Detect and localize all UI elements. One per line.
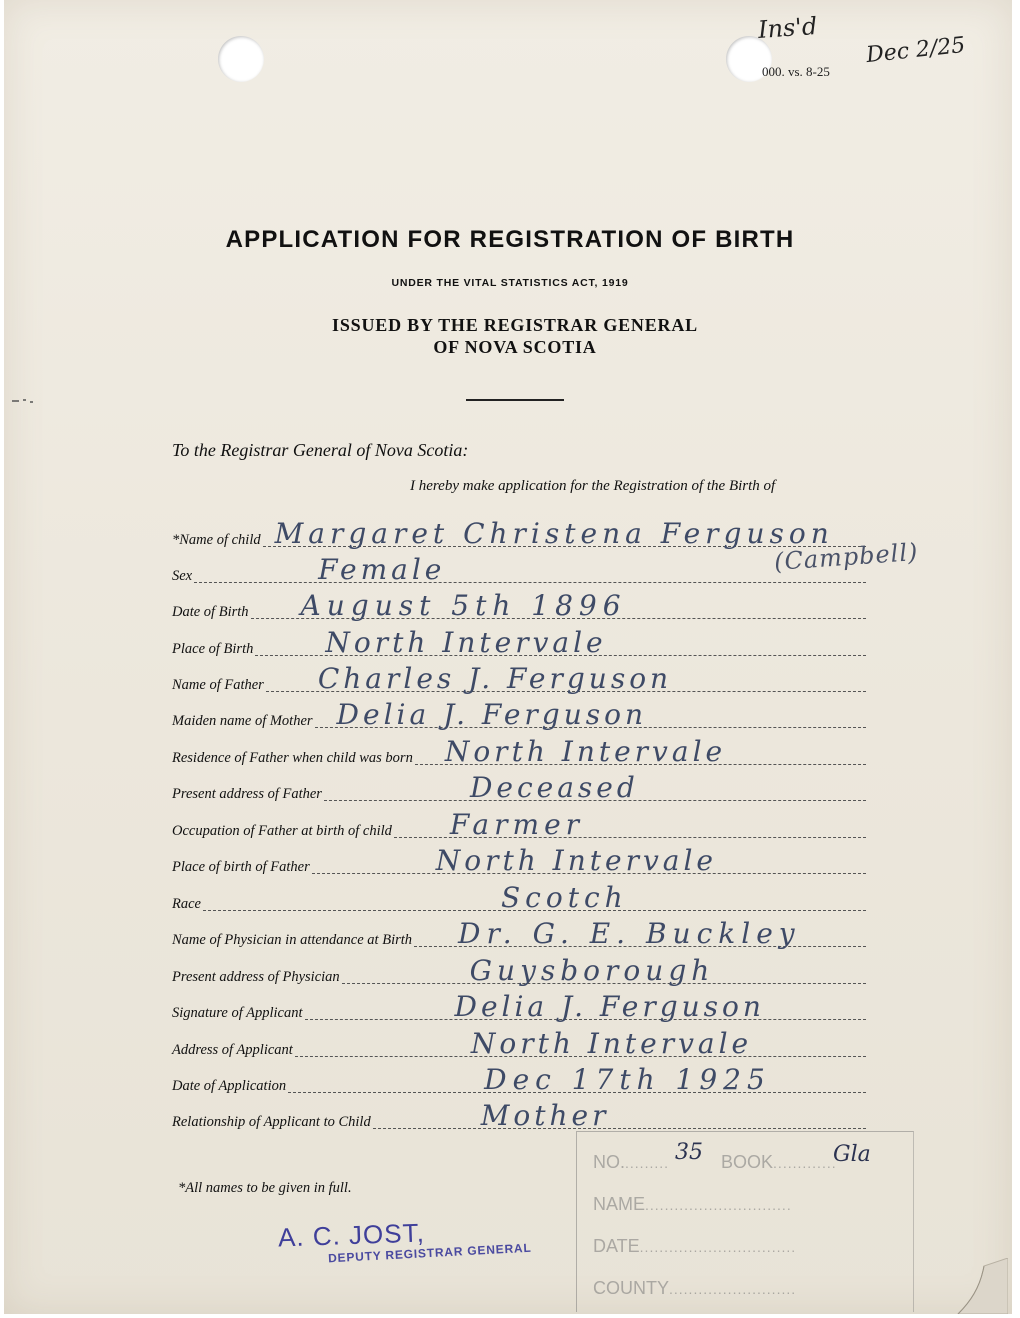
field-sex: [172, 553, 866, 586]
field-value: Delia J. Ferguson: [454, 990, 765, 1023]
field-label: Present address of Father: [172, 786, 322, 802]
issuer-block: [0, 314, 1020, 358]
field-line: [266, 661, 866, 695]
field-line: [414, 916, 866, 950]
field-label: Name of Father: [172, 677, 264, 693]
field-line: [203, 880, 866, 914]
field-signature-of-applicant: [172, 990, 866, 1023]
addressee: To the Registrar General of Nova Scotia:: [172, 440, 469, 460]
field-line: [305, 989, 867, 1023]
record-county-row: COUNTY..........................: [593, 1278, 797, 1298]
field-value: North Intervale: [325, 626, 607, 659]
record-no-value: 35: [675, 1140, 703, 1165]
field-name-of-child: [172, 517, 866, 550]
filing-note: Ins'd: [757, 11, 819, 45]
field-value: Mother: [480, 1099, 610, 1132]
field-label: *Name of child: [172, 532, 261, 548]
field-name-of-father: [172, 662, 866, 695]
field-line: [315, 697, 866, 731]
form-number: 000. vs. 8-25: [762, 64, 830, 79]
field-value: Female: [318, 553, 446, 586]
field-value: Delia J. Ferguson: [336, 698, 647, 731]
field-line: [263, 516, 866, 550]
field-physician-name: [172, 917, 866, 950]
issuer-line-1: ISSUED BY THE REGISTRAR GENERAL: [332, 315, 698, 335]
record-no-label: NO.: [593, 1152, 626, 1172]
field-label: Place of birth of Father: [172, 859, 310, 875]
field-label: Residence of Father when child was born: [172, 750, 413, 766]
field-value: Dec 17th 1925: [484, 1063, 771, 1096]
field-date-of-birth: [172, 589, 866, 622]
footnote: *All names to be given in full.: [178, 1180, 352, 1196]
field-value: North Intervale: [470, 1027, 753, 1060]
record-book-value: Gla: [833, 1142, 871, 1167]
title-divider: [466, 399, 564, 401]
field-label: Name of Physician in attendance at Birth: [172, 932, 413, 948]
field-date-of-application: [172, 1063, 866, 1096]
field-line: [251, 588, 866, 622]
field-place-of-birth-of-father: [172, 844, 866, 877]
field-label: Occupation of Father at birth of child: [172, 823, 392, 839]
record-name-row: NAME..............................: [593, 1194, 792, 1214]
page-title: APPLICATION FOR REGISTRATION OF BIRTH: [225, 226, 795, 253]
field-label: Date of Birth: [172, 604, 249, 620]
field-line: [194, 552, 866, 586]
field-line: [324, 770, 866, 804]
field-present-address-of-father: [172, 771, 866, 804]
field-address-of-applicant: [172, 1027, 866, 1060]
field-value: North Intervale: [435, 844, 717, 877]
field-label: Sex: [172, 568, 193, 584]
field-value: Deceased: [469, 771, 639, 804]
page-corner-curl: [950, 1258, 1008, 1314]
field-line: [394, 807, 866, 841]
field-relationship-to-child: [172, 1099, 866, 1132]
field-race: [172, 881, 866, 914]
punch-hole-left: [218, 36, 264, 82]
record-name-label: NAME: [593, 1194, 646, 1214]
field-line: [373, 1098, 866, 1132]
issuer-line-2: OF NOVA SCOTIA: [433, 337, 597, 357]
field-value: Guysborough: [469, 954, 715, 987]
deputy-stamp-title: DEPUTY REGISTRAR GENERAL: [327, 1240, 532, 1266]
name-annotation: (Campbell): [773, 537, 920, 577]
record-stamp: [576, 1131, 914, 1312]
field-line: [342, 953, 866, 987]
field-maiden-name-of-mother: [172, 698, 866, 731]
record-county-label: COUNTY: [593, 1278, 669, 1298]
record-book-label: BOOK: [721, 1152, 774, 1172]
intro-text: I hereby make application for the Registration of the Birth of: [410, 478, 776, 494]
field-line: [288, 1062, 866, 1096]
field-label: Signature of Applicant: [172, 1005, 303, 1021]
field-line: [415, 734, 866, 768]
field-occupation-of-father: [172, 808, 866, 841]
field-place-of-birth: [172, 626, 866, 659]
field-label: Maiden name of Mother: [172, 713, 313, 729]
record-date-row: DATE................................: [593, 1236, 797, 1256]
field-line: [255, 625, 866, 659]
field-value: Charles J. Ferguson: [317, 662, 673, 695]
record-date-label: DATE: [593, 1236, 640, 1256]
field-value: Farmer: [449, 808, 585, 841]
page-subtitle: UNDER THE VITAL STATISTICS ACT, 1919: [391, 277, 629, 289]
field-label: Race: [172, 896, 201, 912]
field-value: Scotch: [500, 881, 628, 914]
filing-date: Dec 2/25: [864, 32, 967, 69]
field-line: [312, 843, 866, 877]
record-no-row: NO.......... BOOK.............: [593, 1152, 837, 1172]
field-line: [295, 1026, 866, 1060]
deputy-stamp-name: A. C. JOST,: [277, 1217, 426, 1253]
field-label: Present address of Physician: [172, 969, 340, 985]
field-value: August 5th 1896: [300, 589, 627, 622]
margin-mark: [10, 396, 36, 406]
field-value: North Intervale: [444, 735, 727, 768]
field-label: Address of Applicant: [172, 1042, 293, 1058]
field-physician-address: [172, 954, 866, 987]
field-value: Margaret Christena Ferguson: [274, 517, 834, 550]
field-label: Place of Birth: [172, 641, 254, 657]
field-residence-of-father: [172, 735, 866, 768]
field-label: Date of Application: [172, 1078, 287, 1094]
field-value: Dr. G. E. Buckley: [458, 917, 801, 950]
field-label: Relationship of Applicant to Child: [172, 1114, 371, 1130]
